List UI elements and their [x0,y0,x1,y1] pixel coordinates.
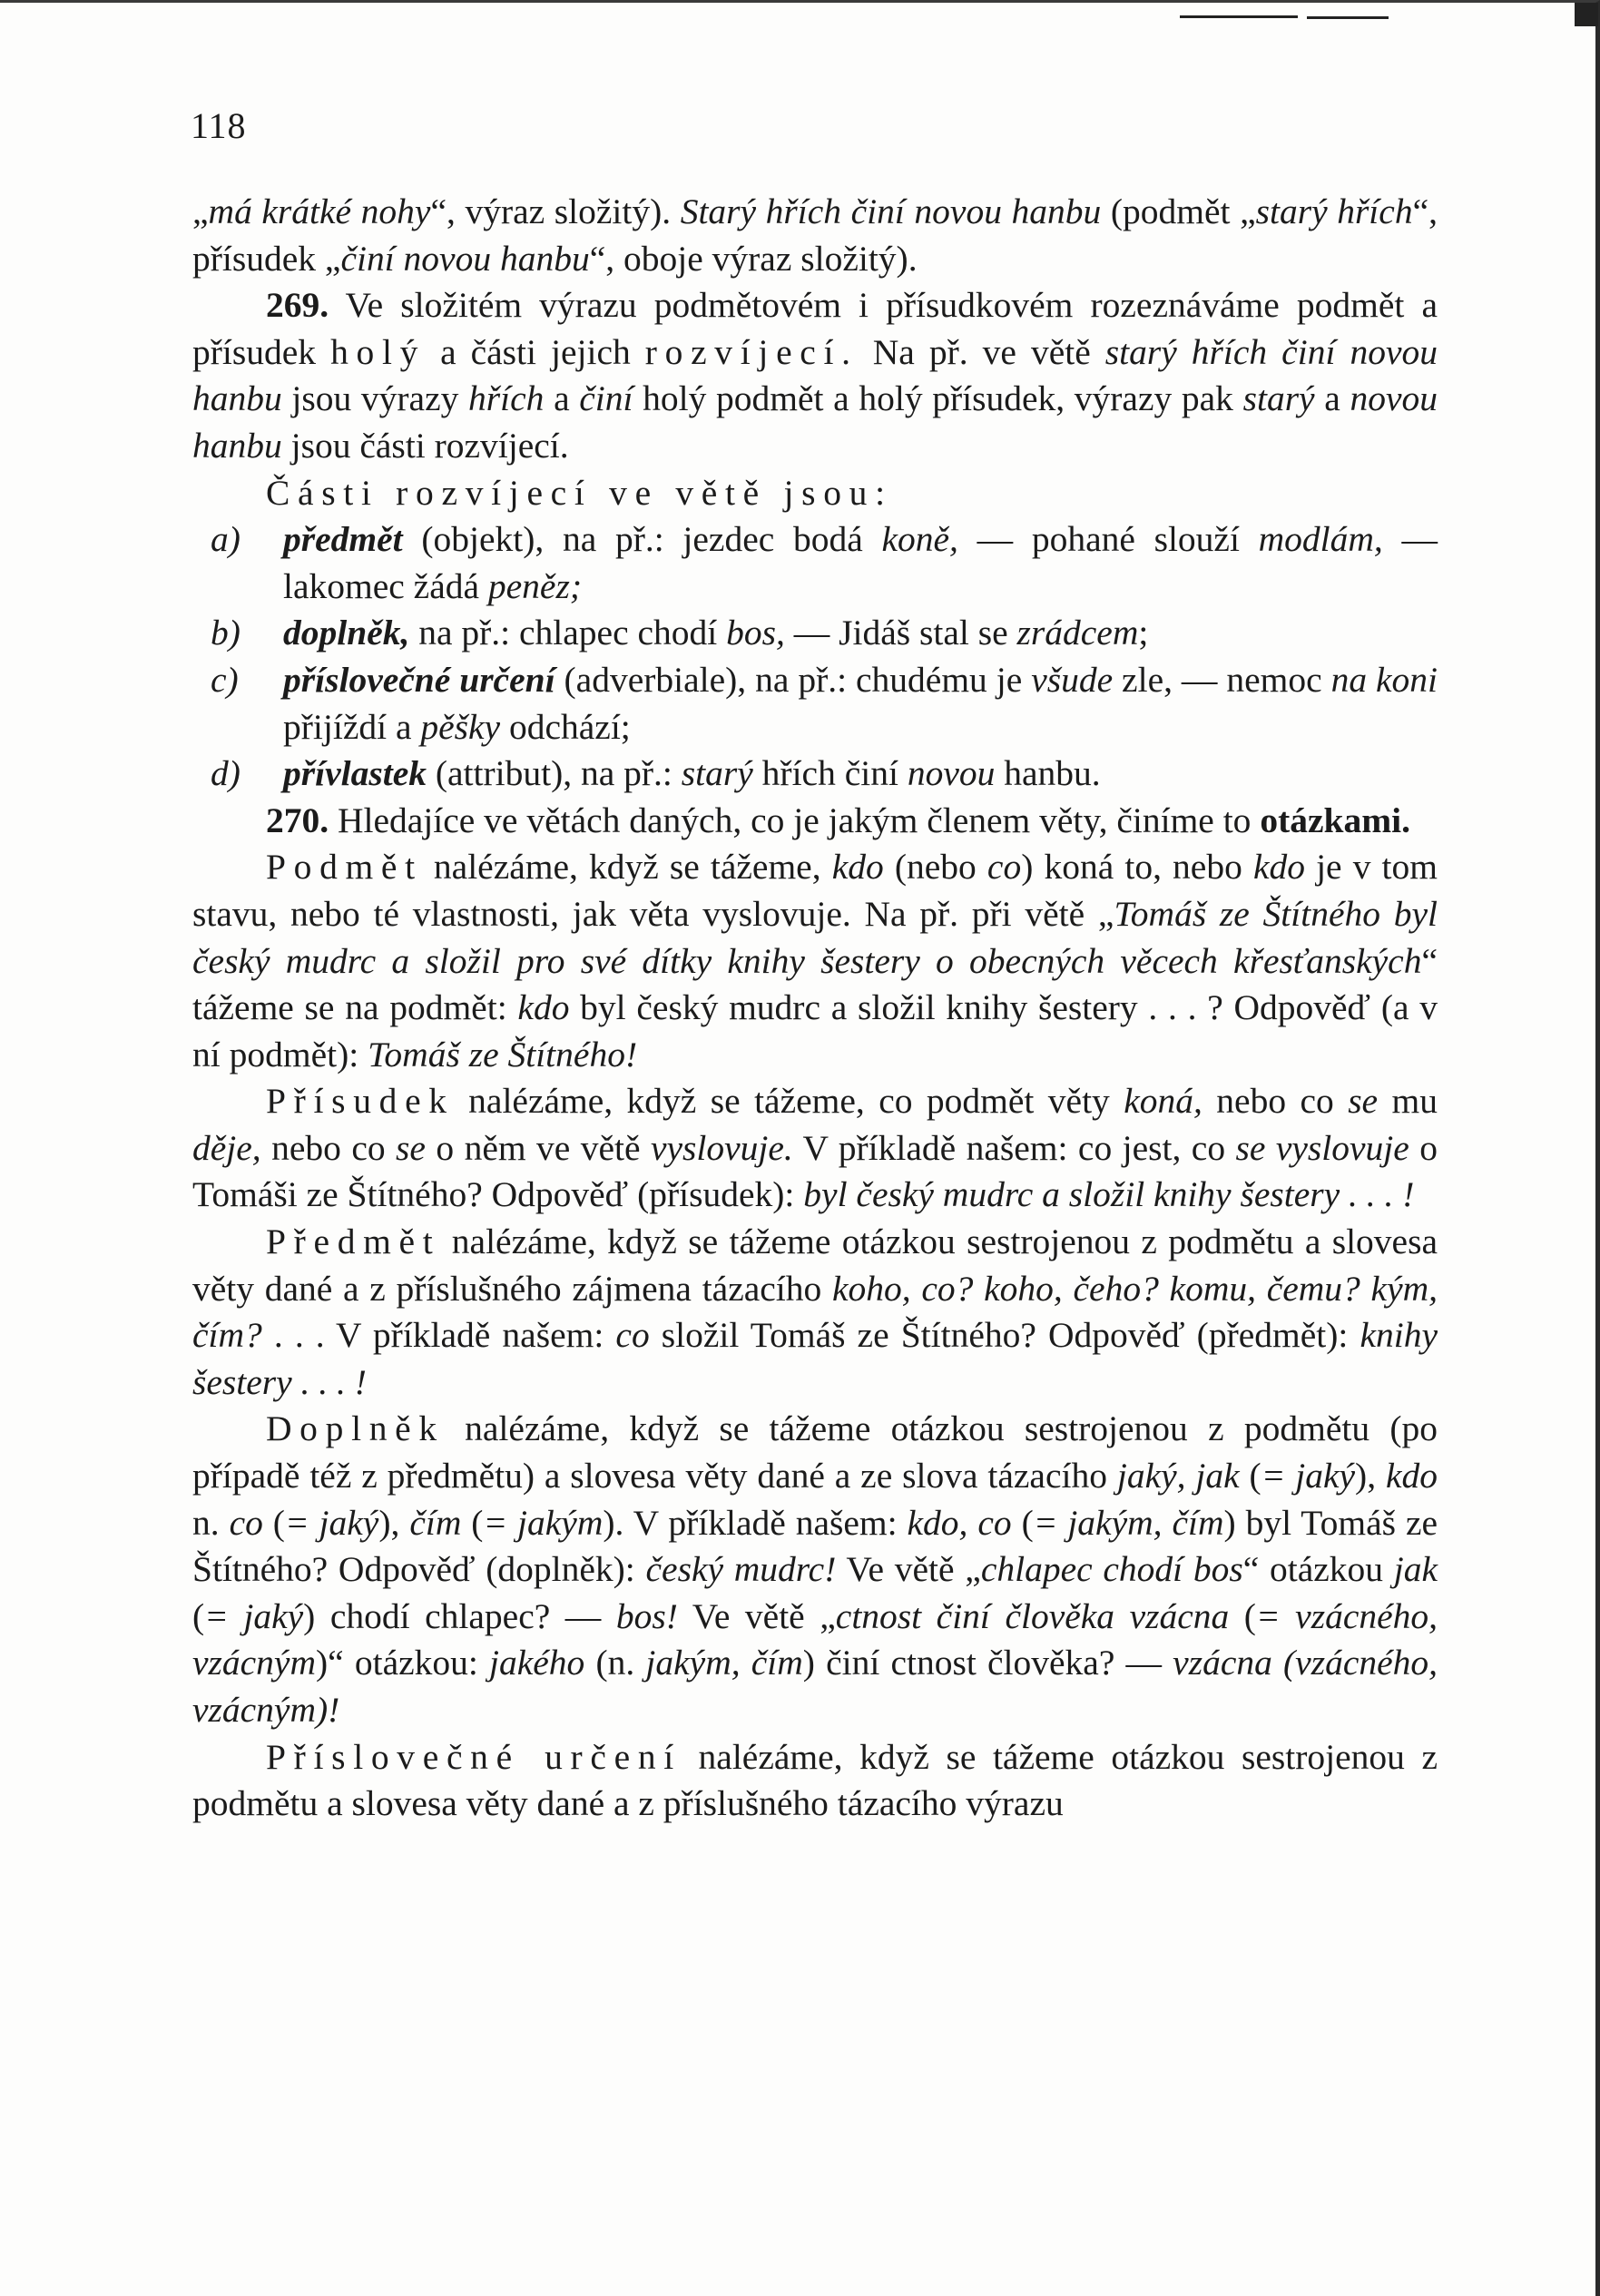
page-number: 118 [191,105,247,146]
list-item-b: b) doplněk, na př.: chlapec chodí bos, — Jidáš stal se zrádcem; [192,610,1438,657]
list-item-d: d) přívlastek (attribut), na př.: starý hřích činí novou hanbu. [192,751,1438,798]
list-item-a: a) předmět (objekt), na př.: jezdec bodá koně, — pohané slouží modlám, — lakomec žádá peněz; [192,516,1438,610]
list-label: b) [211,613,240,653]
scan-mark [1307,16,1389,19]
paragraph-parts-intro: Části rozvíjecí ve větě jsou: [265,472,893,513]
list-label: c) [211,659,239,700]
list-item-c: c) příslovečné určení (adverbiale), na př.: chudému je všude zle, — nemoc na koni přijíždí a pěšky odchází; [192,657,1438,751]
list-label: d) [211,753,240,794]
section-number: 270. [265,800,329,840]
paragraph-270: 270. Hledajíce ve větách daných, co je jakým členem věty, činíme to otázkami. [265,800,1410,840]
paragraph-continuation: „má krátké nohy“, výraz složitý). Starý hřích činí novou hanbu (podmět „starý hřích“, přísudek „činí novou hanbu“, oboje výraz složitý). [192,191,1438,279]
page-text [192,189,1438,1828]
paragraph-prisudek: Přísudek nalézáme, když se tážeme, co podmět věty koná, nebo co se mu děje, nebo co se o něm ve větě vyslovuje. V příkladě našem: co jest, co se vyslovuje o Tomáši ze Štítného? Odpověď (přísudek): byl český mudrc a složil knihy šestery . . . ! [192,1081,1438,1215]
paragraph-prislovecne-urceni: Příslovečné určení nalézáme, když se tážeme otázkou sestrojenou z podmětu a slovesa věty dané a z příslušného tázacího výrazu [192,1736,1438,1824]
scan-mark [1180,15,1298,18]
list-label: a) [211,519,240,560]
scan-mark [1575,3,1598,26]
paragraph-podmet: Podmět nalézáme, když se tážeme, kdo (nebo co) koná to, nebo kdo je v tom stavu, nebo té vlastnosti, jak věta vyslovuje. Na př. při větě „Tomáš ze Štítného byl český mudrc a složil pro své dítky knihy šestery o obecných věcech křesťanských“ tážeme se na podmět: kdo byl český mudrc a složil knihy šestery . . . ? Odpověď (a v ní podmět): Tomáš ze Štítného! [192,847,1438,1074]
paragraph-269: 269. Ve složitém výrazu podmětovém i přísudkovém rozeznáváme podmět a přísudek holý a části jejich rozvíjecí. Na př. ve větě starý hřích činí novou hanbu jsou výrazy hřích a činí holý podmět a holý přísudek, výrazy pak starý a novou hanbu jsou části rozvíjecí. [192,285,1438,466]
paragraph-doplnek: Doplněk nalézáme, když se tážeme otázkou sestrojenou z podmětu (po případě též z předmětu) a slovesa věty dané a ze slova tázacího jaký, jak (= jaký), kdo n. co (= jaký), čím (= jakým). V příkladě našem: kdo, co (= jakým, čím) byl Tomáš ze Štítného? Odpověď (doplněk): český mudrc! Ve větě „chlapec chodí bos“ otázkou jak (= jaký) chodí chlapec? — bos! Ve větě „ctnost činí člověka vzácna (= vzácného, vzácným)“ otázkou: jakého (n. jakým, čím) činí ctnost člověka? — vzácna (vzácného, vzácným)! [192,1408,1438,1730]
paragraph-predmet: Předmět nalézáme, když se tážeme otázkou sestrojenou z podmětu a slovesa věty dané a z příslušného zájmena tázacího koho, co? koho, čeho? komu, čemu? kým, čím? . . . V příkladě našem: co složil Tomáš ze Štítného? Odpověď (předmět): knihy šestery . . . ! [192,1222,1438,1402]
section-number: 269. [265,285,329,326]
